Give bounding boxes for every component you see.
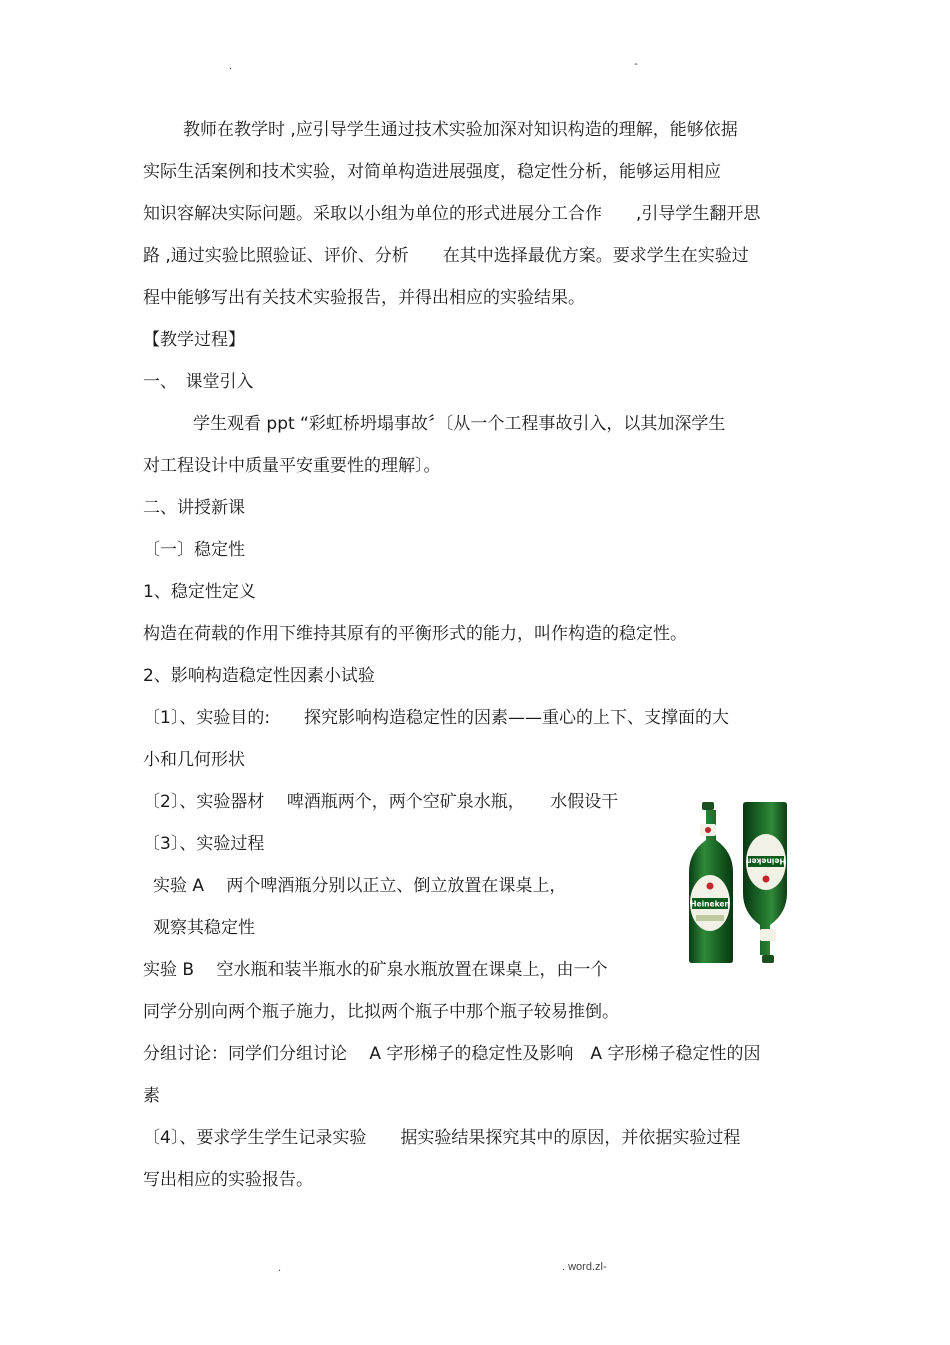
beer-bottles-image: [688, 800, 798, 965]
paragraph-line: 知识容解决实际问题。采取以小组为单位的形式进展分工合作 ,引导学生翻开思: [143, 204, 761, 224]
paragraph-line: 实际生活案例和技术实验，对简单构造进展强度，稳定性分析，能够运用相应: [143, 162, 721, 182]
header-mark-left: .: [229, 60, 233, 72]
section-heading: 一、 课堂引入: [143, 372, 254, 392]
paragraph-line: 〔3〕、实验过程: [143, 834, 265, 854]
paragraph-line: 写出相应的实验报告。: [143, 1170, 313, 1190]
footer-text: . word.zl-: [562, 1261, 607, 1273]
paragraph-line: 素: [143, 1086, 160, 1106]
paragraph-line: 同学分别向两个瓶子施力，比拟两个瓶子中那个瓶子较易推倒。: [143, 1002, 619, 1022]
paragraph-line: 〔1〕、实验目的: 探究影响构造稳定性的因素——重心的上下、支撑面的大: [143, 708, 730, 728]
paragraph-line: 分组讨论：同学们分组讨论 A 字形梯子的稳定性及影响 A 字形梯子稳定性的因: [143, 1044, 761, 1064]
paragraph-line: 教师在教学时 ,应引导学生通过技术实验加深对知识构造的理解，能够依据: [183, 120, 738, 140]
inverted-bottle: [743, 802, 787, 963]
paragraph-line: 程中能够写出有关技术实验报告，并得出相应的实验结果。: [143, 288, 585, 308]
bottle-label-text: Heineken: [690, 899, 730, 909]
paragraph-line: 〔4〕、要求学生学生记录实验 据实验结果探究其中的原因，并依据实验过程: [143, 1128, 741, 1148]
header-mark-right: -: [634, 58, 638, 70]
paragraph-line: 实验 B 空水瓶和装半瓶水的矿泉水瓶放置在课桌上，由一个: [143, 960, 608, 980]
subsection-heading: 2、影响构造稳定性因素小试验: [143, 666, 375, 686]
upright-bottle: [689, 802, 733, 963]
paragraph-line: 路 ,通过实验比照验证、评价、分析 在其中选择最优方案。要求学生在实验过: [143, 246, 749, 266]
paragraph-line: 学生观看 ppt “彩虹桥坍塌事故〞〔从一个工程事故引入，以其加深学生: [193, 414, 726, 434]
paragraph-line: 对工程设计中质量平安重要性的理解〕。: [143, 456, 441, 476]
footer-mark-left: .: [278, 1262, 282, 1274]
section-heading: 【教学过程】: [143, 330, 245, 350]
subsection-heading: 1、稳定性定义: [143, 582, 256, 602]
subsection-heading: 〔一〕稳定性: [143, 540, 245, 560]
section-heading: 二、讲授新课: [143, 498, 245, 518]
paragraph-line: 构造在荷载的作用下维持其原有的平衡形式的能力，叫作构造的稳定性。: [143, 624, 687, 644]
paragraph-line: 〔2〕、实验器材 啤酒瓶两个，两个空矿泉水瓶， 水假设干: [143, 792, 619, 812]
paragraph-line: 小和几何形状: [143, 750, 245, 770]
paragraph-line: 实验 A 两个啤酒瓶分别以正立、倒立放置在课桌上，: [153, 876, 567, 896]
bottle-label-text: Heineken: [746, 856, 786, 866]
paragraph-line: 观察其稳定性: [153, 918, 255, 938]
